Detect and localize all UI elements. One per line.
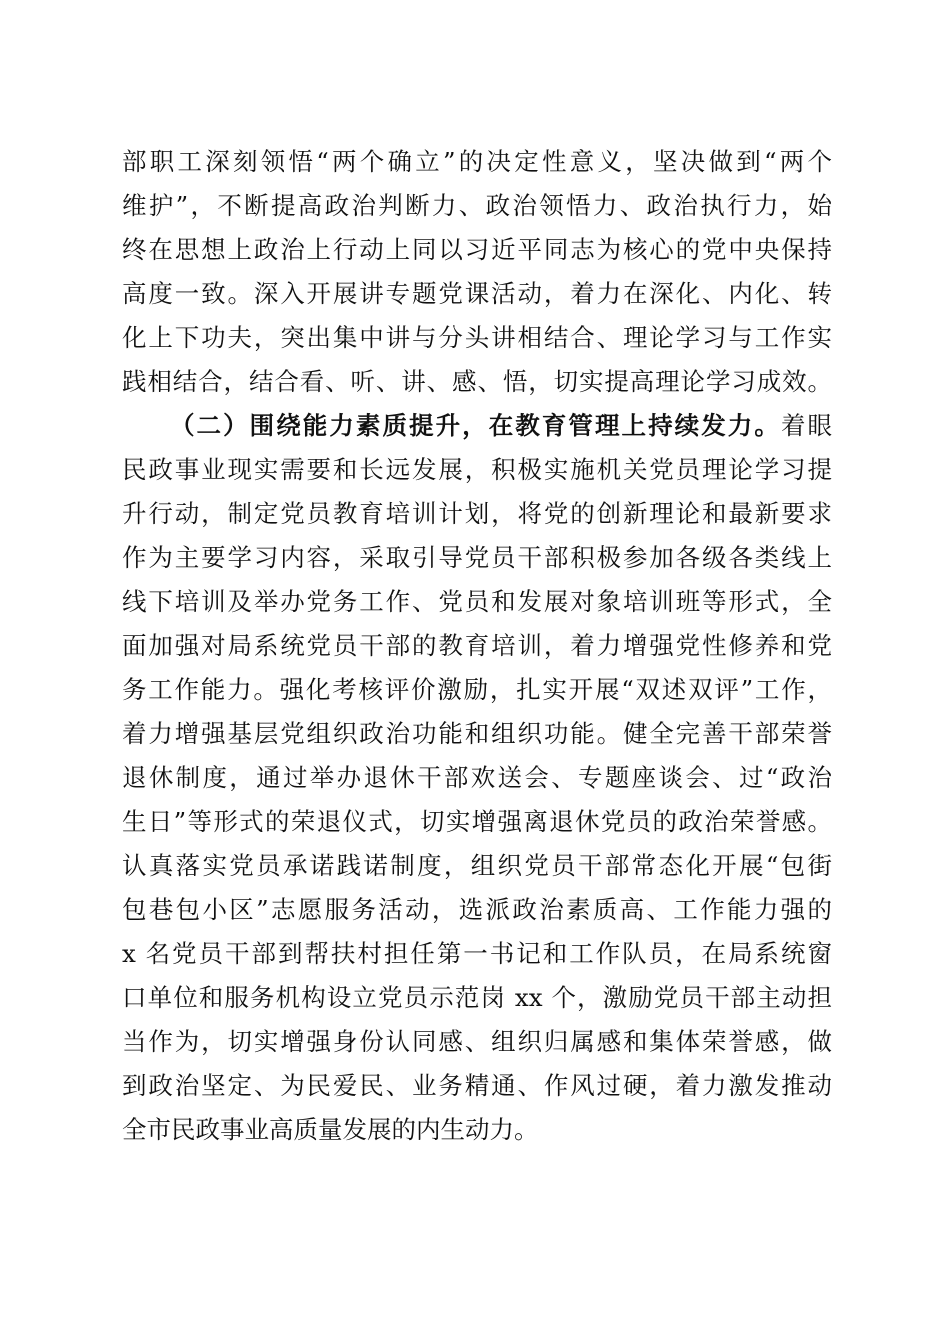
- paragraph-1: [122, 140, 832, 404]
- text-line: 务工作能力。强化考核评价激励，扎实开展“双述双评”工作，: [122, 675, 832, 704]
- paragraph-2: [122, 404, 832, 1152]
- text-line: 认真落实党员承诺践诺制度，组织党员干部常态化开展“包街: [122, 851, 832, 880]
- text-line: 化上下功夫，突出集中讲与分头讲相结合、理论学习与工作实: [122, 323, 832, 352]
- heading-continuation: 着眼: [780, 411, 832, 440]
- text-line: 升行动，制定党员教育培训计划，将党的创新理论和最新要求: [122, 499, 832, 528]
- text-line: 全市民政事业高质量发展的内生动力。: [122, 1115, 539, 1144]
- text-line: x 名党员干部到帮扶村担任第一书记和工作队员，在局系统窗: [122, 939, 832, 968]
- text-line: 面加强对局系统党员干部的教育培训，着力增强党性修养和党: [122, 631, 832, 660]
- text-line: 践相结合，结合看、听、讲、感、悟，切实提高理论学习成效。: [122, 367, 832, 396]
- text-line: 作为主要学习内容，采取引导党员干部积极参加各级各类线上: [122, 543, 832, 572]
- text-line: 生日”等形式的荣退仪式，切实增强离退休党员的政治荣誉感。: [122, 807, 832, 836]
- text-line: 口单位和服务机构设立党员示范岗 xx 个，激励党员干部主动担: [122, 983, 832, 1012]
- text-line: 部职工深刻领悟“两个确立”的决定性意义，坚决做到“两个: [122, 147, 832, 176]
- text-line: 高度一致。深入开展讲专题党课活动，着力在深化、内化、转: [122, 279, 832, 308]
- text-line: 当作为，切实增强身份认同感、组织归属感和集体荣誉感，做: [122, 1027, 832, 1056]
- text-line: 维护”，不断提高政治判断力、政治领悟力、政治执行力，始: [122, 191, 832, 220]
- paragraph-2-first-line: [122, 404, 832, 448]
- text-line: 着力增强基层党组织政治功能和组织功能。健全完善干部荣誉: [122, 719, 832, 748]
- section-heading: （二）围绕能力素质提升，在教育管理上持续发力。: [170, 411, 781, 440]
- text-line: 线下培训及举办党务工作、党员和发展对象培训班等形式，全: [122, 587, 832, 616]
- text-line: 终在思想上政治上行动上同以习近平同志为核心的党中央保持: [122, 235, 832, 264]
- text-line: 民政事业现实需要和长远发展，积极实施机关党员理论学习提: [122, 455, 832, 484]
- text-line: 退休制度，通过举办退休干部欢送会、专题座谈会、过“政治: [122, 763, 832, 792]
- text-line: 到政治坚定、为民爱民、业务精通、作风过硬，着力激发推动: [122, 1071, 832, 1100]
- body-text: [122, 140, 832, 1152]
- text-line: 包巷包小区”志愿服务活动，选派政治素质高、工作能力强的: [122, 895, 832, 924]
